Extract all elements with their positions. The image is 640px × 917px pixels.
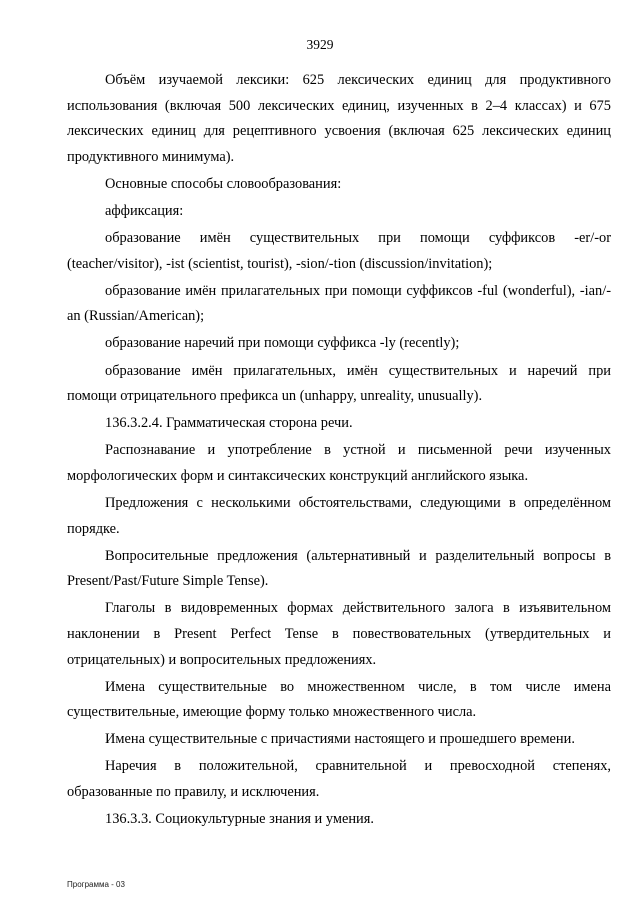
paragraph-adverb-suffix: образование наречий при помощи суффикса -ly (recently);: [105, 335, 460, 352]
paragraph-vocabulary-volume: Объём изучаемой лексики: 625 лексических единиц для продуктивного использования (включая 500 лексических единиц, изученных в 2–4 классах) и 675 лексических единиц для рецептивного усвоения (включая 625 лексических единиц продуктивного минимума).: [67, 72, 611, 165]
paragraph-circumstances: Предложения с несколькими обстоятельствами, следующими в определённом порядке.: [67, 495, 611, 537]
paragraph-grammar-recognition: Распознавание и употребление в устной и письменной речи изученных морфологических форм и синтаксических конструкций английского языка.: [67, 442, 611, 484]
paragraph-present-perfect: Глаголы в видовременных формах действительного залога в изъявительном наклонении в Present Perfect Tense в повествовательных (утвердительных и отрицательных) и вопросительных предложениях.: [67, 600, 611, 668]
paragraph-noun-suffixes: образование имён существительных при помощи суффиксов -er/-or (teacher/visitor), -ist (scientist, tourist), -sion/-tion (discussion/invitation);: [67, 230, 611, 272]
paragraph-word-formation-heading: Основные способы словообразования:: [105, 175, 342, 192]
paragraph-participles: Имена существительные с причастиями настоящего и прошедшего времени.: [105, 731, 575, 748]
paragraph-adverb-degrees: Наречия в положительной, сравнительной и превосходной степенях, образованные по правилу, и исключения.: [67, 758, 611, 801]
section-heading-sociocultural: 136.3.3. Социокультурные знания и умения.: [105, 811, 374, 828]
document-body: [67, 68, 611, 834]
paragraph-affixation: аффиксация:: [105, 202, 184, 219]
section-heading-grammar: 136.3.2.4. Грамматическая сторона речи.: [105, 415, 353, 432]
paragraph-questions: Вопросительные предложения (альтернативный и разделительный вопросы в Present/Past/Future Simple Tense).: [67, 547, 611, 590]
footer-label: Программа - 03: [67, 880, 125, 889]
paragraph-adjective-suffixes: образование имён прилагательных при помощи суффиксов -ful (wonderful), -ian/-an (Russian/American);: [67, 282, 611, 325]
page-number: 3929: [306, 37, 334, 52]
paragraph-negative-prefix: образование имён прилагательных, имён существительных и наречий при помощи отрицательного префикса un (unhappy, unreality, unusually).: [67, 362, 611, 405]
paragraph-plural-nouns: Имена существительные во множественном числе, в том числе имена существительные, имеющие форму только множественного числа.: [67, 678, 611, 721]
